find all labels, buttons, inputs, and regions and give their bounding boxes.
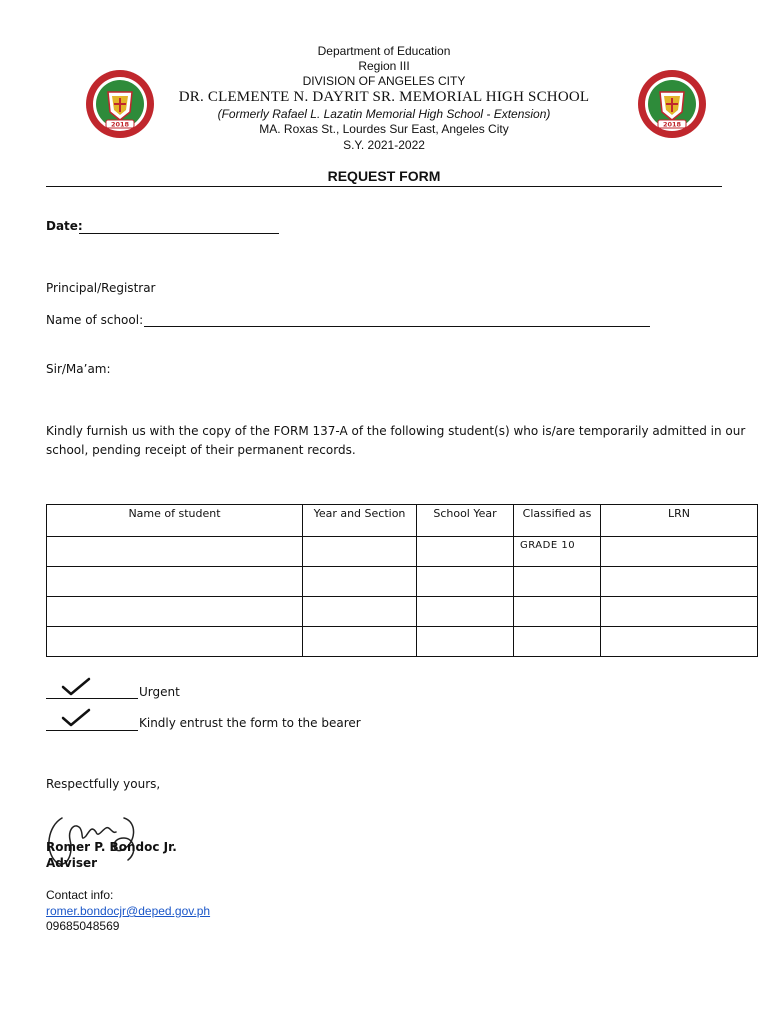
table-cell[interactable] xyxy=(514,597,601,627)
recipient: Principal/Registrar xyxy=(46,281,156,295)
table-row xyxy=(47,597,758,627)
salutation: Sir/Ma’am: xyxy=(46,362,111,376)
school-year: S.Y. 2021-2022 xyxy=(343,138,425,152)
signer-position: Adviser xyxy=(46,856,98,870)
table-cell[interactable] xyxy=(514,567,601,597)
seal-year-right: 2018 xyxy=(662,120,682,129)
table-row xyxy=(47,537,758,567)
closing-regards: Respectfully yours, xyxy=(46,777,161,791)
student-table xyxy=(46,504,758,657)
date-field[interactable] xyxy=(79,233,279,234)
date-label: Date: xyxy=(46,219,83,233)
header-divider xyxy=(46,186,722,187)
table-row xyxy=(47,627,758,657)
table-cell[interactable] xyxy=(47,537,303,567)
col-header-lrn: LRN xyxy=(601,505,758,537)
region-name: Region III xyxy=(358,59,410,73)
table-cell[interactable] xyxy=(514,627,601,657)
school-formerly: (Formerly Rafael L. Lazatin Memorial High School - Extension) xyxy=(217,107,551,121)
table-cell[interactable] xyxy=(47,567,303,597)
table-cell[interactable] xyxy=(417,627,514,657)
table-cell[interactable] xyxy=(417,537,514,567)
table-cell[interactable] xyxy=(303,537,417,567)
form-title: REQUEST FORM xyxy=(327,168,441,184)
division-name: DIVISION OF ANGELES CITY xyxy=(302,74,466,88)
col-header-year-section: Year and Section xyxy=(303,505,417,537)
contact-label: Contact info: xyxy=(46,888,114,902)
bearer-checkline[interactable] xyxy=(46,730,138,731)
table-cell[interactable] xyxy=(47,597,303,627)
bearer-checkmark-icon xyxy=(60,707,92,729)
table-cell[interactable] xyxy=(303,567,417,597)
table-cell[interactable] xyxy=(417,597,514,627)
contact-email-link[interactable]: romer.bondocjr@deped.gov.ph xyxy=(46,904,211,918)
urgent-label: Urgent xyxy=(139,685,180,699)
urgent-checkline[interactable] xyxy=(46,698,138,699)
col-header-classified: Classified as xyxy=(514,505,601,537)
table-cell[interactable] xyxy=(47,627,303,657)
school-name-field[interactable] xyxy=(144,326,650,327)
contact-phone: 09685048569 xyxy=(46,919,120,933)
school-name: DR. CLEMENTE N. DAYRIT SR. MEMORIAL HIGH SCHOOL xyxy=(178,89,590,105)
classified-grade: GRADE 10 xyxy=(520,540,576,551)
table-row xyxy=(47,567,758,597)
body-text-line2: school, pending receipt of their permanent records. xyxy=(46,443,356,457)
department-name: Department of Education xyxy=(317,44,451,58)
table-cell[interactable] xyxy=(303,627,417,657)
seal-year-left: 2018 xyxy=(110,120,130,129)
col-header-name: Name of student xyxy=(47,505,303,537)
table-cell[interactable] xyxy=(417,567,514,597)
table-cell[interactable] xyxy=(303,597,417,627)
table-cell[interactable] xyxy=(601,567,758,597)
table-cell[interactable] xyxy=(514,537,601,567)
col-header-school-year: School Year xyxy=(417,505,514,537)
table-cell[interactable] xyxy=(601,627,758,657)
bearer-label: Kindly entrust the form to the bearer xyxy=(139,716,361,730)
urgent-checkmark-icon xyxy=(60,676,92,698)
school-address: MA. Roxas St., Lourdes Sur East, Angeles City xyxy=(259,122,509,136)
signer-name: Romer P. Bondoc Jr. xyxy=(46,840,177,854)
table-header-row xyxy=(47,505,758,537)
table-cell[interactable] xyxy=(601,597,758,627)
body-text-line1: Kindly furnish us with the copy of the FORM 137-A of the following student(s) who is/are temporarily admitted in our xyxy=(46,424,746,438)
table-cell[interactable] xyxy=(601,537,758,567)
school-label: Name of school: xyxy=(46,313,144,327)
